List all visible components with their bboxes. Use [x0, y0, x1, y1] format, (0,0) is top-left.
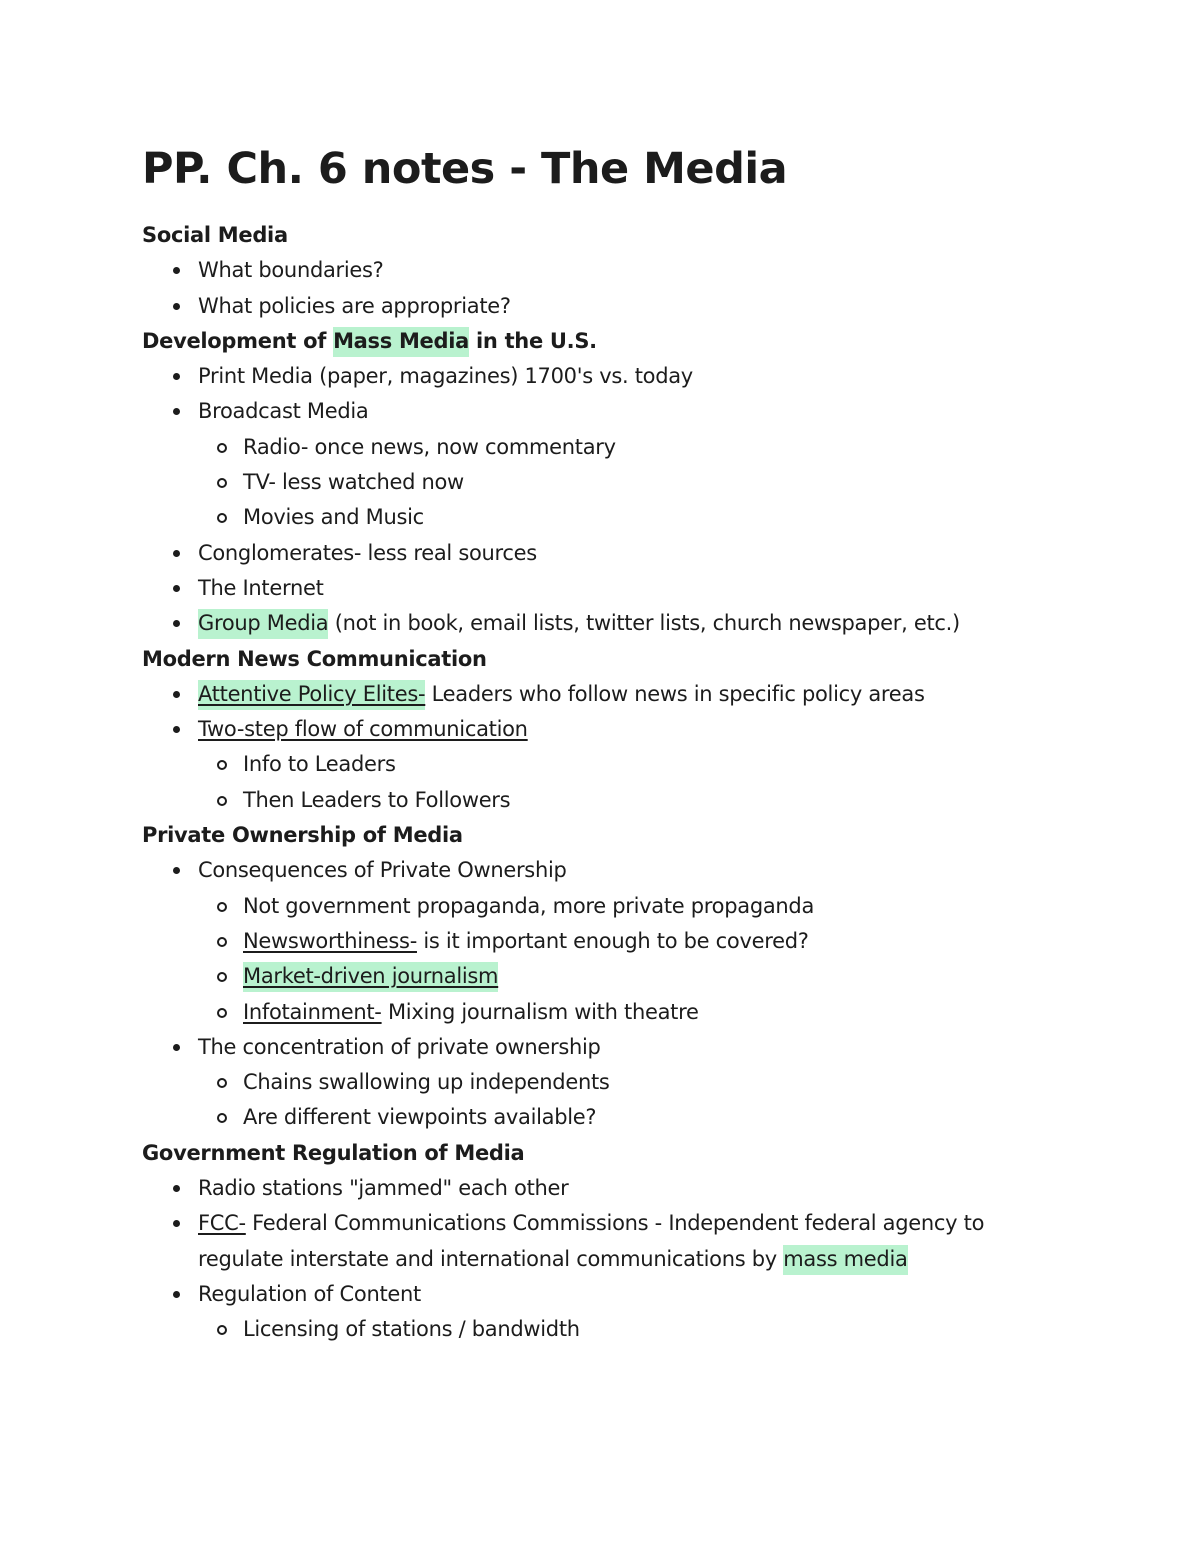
list-item-text: Conglomerates- less real sources: [198, 540, 537, 565]
sub-list-item: [142, 1312, 1062, 1347]
highlighted-underlined-term: Attentive Policy Elites-: [198, 680, 425, 710]
sub-list-item: [142, 995, 1062, 1030]
list-item-text: (not in book, email lists, twitter lists, church newspaper, etc.): [328, 611, 960, 636]
bullet-circle-icon: [217, 1113, 227, 1123]
list-item-text: Print Media (paper, magazines) 1700's vs. today: [198, 364, 693, 389]
list-item: [142, 1206, 1062, 1277]
bullet-disc-icon: [173, 1291, 180, 1298]
section-heading-social-media: Social Media: [142, 223, 288, 247]
sub-list-item: [142, 889, 1062, 924]
highlighted-term: Group Media: [198, 609, 328, 639]
list-item-text: The concentration of private ownership: [198, 1034, 601, 1059]
bullet-circle-icon: [217, 760, 227, 770]
bullet-disc-icon: [173, 867, 180, 874]
bullet-circle-icon: [217, 796, 227, 806]
underlined-term: Newsworthiness-: [243, 928, 417, 953]
bullet-circle-icon: [217, 937, 227, 947]
bullet-disc-icon: [173, 373, 180, 380]
bullet-disc-icon: [173, 1220, 180, 1227]
bullet-disc-icon: [173, 585, 180, 592]
sub-list-item-text: Then Leaders to Followers: [243, 787, 511, 812]
sub-list-item: [142, 1100, 1062, 1135]
bullet-disc-icon: [173, 1185, 180, 1192]
bullet-disc-icon: [173, 267, 180, 274]
list-item: [142, 536, 1062, 571]
sub-list-item: [142, 1065, 1062, 1100]
section-heading-development: [142, 324, 1062, 359]
list-item-text: Regulation of Content: [198, 1281, 421, 1306]
sub-list-item: [142, 747, 1062, 782]
list-item-text: Radio stations "jammed" each other: [198, 1176, 569, 1201]
highlighted-underlined-term: Market-driven journalism: [243, 962, 498, 992]
sub-list-item: [142, 430, 1062, 465]
sub-list-item-text: Radio- once news, now commentary: [243, 434, 616, 459]
heading-text: Development of: [142, 328, 334, 353]
list-item: [142, 712, 1062, 747]
sub-list-item: [142, 465, 1062, 500]
list-item-text: What boundaries?: [198, 258, 384, 283]
sub-list-item: [142, 783, 1062, 818]
bullet-circle-icon: [217, 1325, 227, 1335]
list-item-text: Broadcast Media: [198, 399, 369, 424]
sub-list-item-text: Info to Leaders: [243, 752, 396, 777]
bullet-circle-icon: [217, 443, 227, 453]
heading-text: in the U.S.: [469, 328, 597, 353]
list-item: [142, 1277, 1062, 1312]
sub-list-item-text: Not government propaganda, more private propaganda: [243, 893, 815, 918]
notes-page: [142, 138, 1062, 1348]
bullet-circle-icon: [217, 513, 227, 523]
list-item: [142, 359, 1062, 394]
list-item: [142, 853, 1062, 888]
bullet-circle-icon: [217, 1078, 227, 1088]
sub-list-item: [142, 500, 1062, 535]
list-item: [142, 1171, 1062, 1206]
bullet-circle-icon: [217, 478, 227, 488]
list-item: [142, 253, 1062, 288]
list-item: [142, 289, 1062, 324]
underlined-term: FCC-: [198, 1211, 246, 1236]
underlined-term: Two-step flow of communication: [198, 717, 528, 742]
highlighted-term: Mass Media: [333, 327, 469, 357]
bullet-disc-icon: [173, 691, 180, 698]
bullet-disc-icon: [173, 408, 180, 415]
sub-list-item-text: Are different viewpoints available?: [243, 1105, 597, 1130]
sub-list-item-text: TV- less watched now: [243, 470, 464, 495]
bullet-disc-icon: [173, 620, 180, 627]
list-item-text: The Internet: [198, 575, 324, 600]
bullet-disc-icon: [173, 303, 180, 310]
sub-list-item-text: Licensing of stations / bandwidth: [243, 1317, 580, 1342]
bullet-circle-icon: [217, 972, 227, 982]
list-item: [142, 571, 1062, 606]
sub-list-item: [142, 959, 1062, 994]
sub-list-item-text: Movies and Music: [243, 505, 424, 530]
sub-list-item-text: is it important enough to be covered?: [416, 928, 809, 953]
bullet-disc-icon: [173, 726, 180, 733]
list-item: [142, 1030, 1062, 1065]
sub-list-item: [142, 924, 1062, 959]
section-heading-modern-news: Modern News Communication: [142, 646, 487, 671]
list-item: [142, 677, 1062, 712]
section-heading-private-ownership: Private Ownership of Media: [142, 823, 463, 848]
sub-list-item-text: Chains swallowing up independents: [243, 1070, 610, 1095]
bullet-circle-icon: [217, 1008, 227, 1018]
list-item-text: Consequences of Private Ownership: [198, 858, 567, 883]
bullet-disc-icon: [173, 1044, 180, 1051]
bullet-circle-icon: [217, 902, 227, 912]
list-item: [142, 394, 1062, 429]
list-item-text: Leaders who follow news in specific policy areas: [425, 681, 925, 706]
section-heading-government-regulation: Government Regulation of Media: [142, 1140, 525, 1165]
list-item-text: regulate interstate and international communications by: [198, 1246, 784, 1271]
bullet-disc-icon: [173, 550, 180, 557]
list-item: [142, 606, 1062, 641]
highlighted-term: mass media: [783, 1245, 907, 1275]
list-item-text: What policies are appropriate?: [198, 293, 511, 318]
list-item-text: Federal Communications Commissions - Independent federal agency to: [245, 1211, 985, 1236]
page-title: PP. Ch. 6 notes - The Media: [142, 144, 788, 194]
sub-list-item-text: Mixing journalism with theatre: [381, 999, 699, 1024]
underlined-term: Infotainment-: [243, 999, 382, 1024]
